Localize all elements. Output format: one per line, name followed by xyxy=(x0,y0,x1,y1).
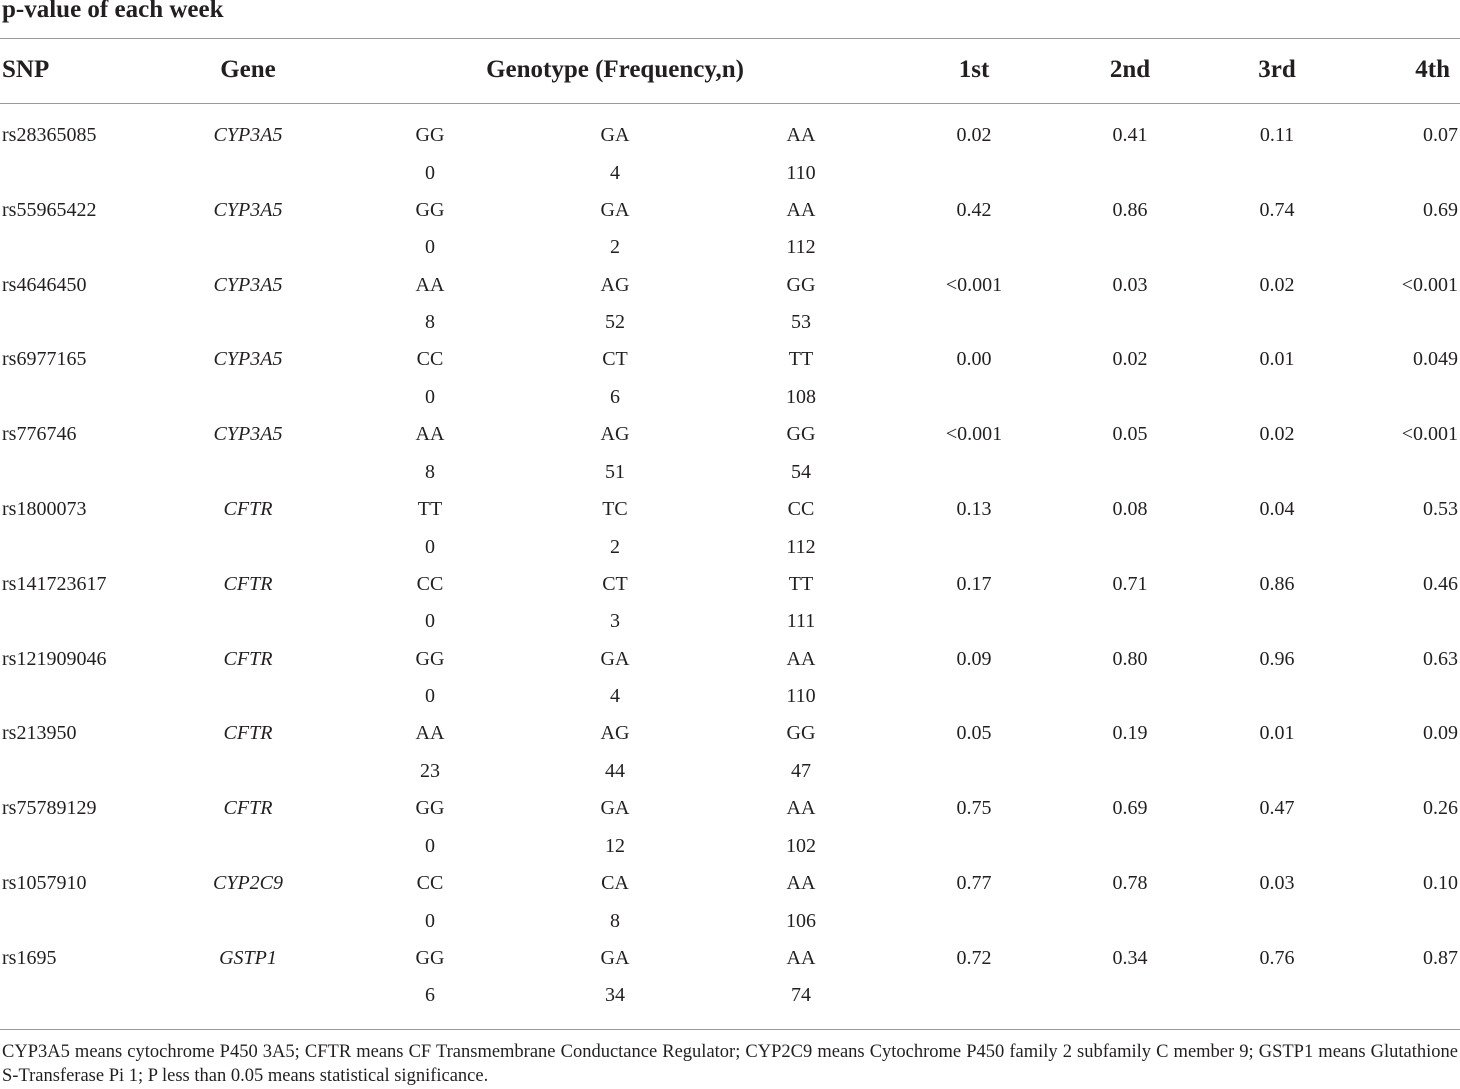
p-value-cell: <0.001 xyxy=(945,274,1003,296)
genotype-cell: GG xyxy=(786,274,816,296)
p-value-cell: 0.42 xyxy=(956,199,992,221)
p-value-cell: 0.87 xyxy=(1423,947,1458,969)
p-value-cell: 0.96 xyxy=(1259,648,1295,670)
p-value-cell: 0.69 xyxy=(1423,199,1458,221)
genotype-count-cell: 112 xyxy=(786,536,816,558)
genotype-count-cell: 110 xyxy=(786,685,816,707)
snp-cell: rs213950 xyxy=(2,722,77,744)
header-week-4: 4th xyxy=(1415,56,1450,83)
genotype-count-cell: 0 xyxy=(425,162,435,184)
header-snp: SNP xyxy=(2,56,50,83)
genotype-count-cell: 23 xyxy=(420,760,440,782)
genotype-cell: AA xyxy=(415,274,445,296)
p-value-cell: 0.02 xyxy=(1259,423,1295,445)
p-value-cell: 0.04 xyxy=(1259,498,1295,520)
snp-cell: rs121909046 xyxy=(2,648,107,670)
genotype-cell: AA xyxy=(415,722,445,744)
p-value-cell: 0.76 xyxy=(1259,947,1295,969)
p-value-cell: 0.69 xyxy=(1112,797,1148,819)
header-week-2: 2nd xyxy=(1109,56,1151,83)
gene-cell: GSTP1 xyxy=(219,947,277,969)
p-value-cell: 0.08 xyxy=(1112,498,1148,520)
snp-cell: rs1695 xyxy=(2,947,57,969)
genotype-count-cell: 106 xyxy=(786,910,816,932)
header-week-3: 3rd xyxy=(1258,56,1296,83)
p-value-cell: 0.80 xyxy=(1112,648,1148,670)
genotype-count-cell: 108 xyxy=(786,386,816,408)
p-value-cell: 0.74 xyxy=(1259,199,1295,221)
genotype-cell: GG xyxy=(786,722,816,744)
genotype-cell: AA xyxy=(786,947,816,969)
top-rule xyxy=(0,38,1460,39)
p-value-cell: <0.001 xyxy=(1401,423,1458,445)
p-value-cell: 0.01 xyxy=(1259,348,1295,370)
gene-cell: CFTR xyxy=(223,573,273,595)
header-genotype: Genotype (Frequency,n) xyxy=(486,56,744,83)
genotype-cell: CT xyxy=(602,573,628,595)
genotype-count-cell: 102 xyxy=(786,835,816,857)
p-value-cell: 0.09 xyxy=(1423,722,1458,744)
genotype-count-cell: 3 xyxy=(610,610,620,632)
genotype-cell: AA xyxy=(415,423,445,445)
gene-cell: CYP3A5 xyxy=(213,348,283,370)
genotype-cell: GG xyxy=(415,947,445,969)
genotype-cell: CC xyxy=(416,573,444,595)
p-value-cell: 0.02 xyxy=(1259,274,1295,296)
genotype-count-cell: 8 xyxy=(425,461,435,483)
bottom-rule xyxy=(0,1029,1460,1030)
p-value-cell: <0.001 xyxy=(945,423,1003,445)
p-value-cell: 0.53 xyxy=(1423,498,1458,520)
p-value-cell: 0.05 xyxy=(956,722,992,744)
genotype-count-cell: 12 xyxy=(605,835,625,857)
snp-cell: rs4646450 xyxy=(2,274,87,296)
genotype-cell: AA xyxy=(786,797,816,819)
gene-cell: CYP3A5 xyxy=(213,199,283,221)
p-value-cell: 0.10 xyxy=(1423,872,1458,894)
genotype-count-cell: 52 xyxy=(605,311,625,333)
genotype-cell: GA xyxy=(600,199,630,221)
genotype-count-cell: 0 xyxy=(425,910,435,932)
p-value-cell: 0.75 xyxy=(956,797,992,819)
genotype-cell: GG xyxy=(415,648,445,670)
genotype-cell: CC xyxy=(787,498,815,520)
genotype-cell: GG xyxy=(415,797,445,819)
genotype-count-cell: 0 xyxy=(425,536,435,558)
genotype-cell: AG xyxy=(600,423,630,445)
genotype-count-cell: 74 xyxy=(791,984,811,1006)
p-value-cell: 0.00 xyxy=(956,348,992,370)
snp-cell: rs28365085 xyxy=(2,124,97,146)
p-value-cell: 0.46 xyxy=(1423,573,1458,595)
genotype-cell: GG xyxy=(415,124,445,146)
p-value-cell: 0.049 xyxy=(1413,348,1458,370)
genotype-cell: CC xyxy=(416,872,444,894)
p-value-cell: 0.11 xyxy=(1259,124,1295,146)
p-value-cell: 0.41 xyxy=(1112,124,1148,146)
p-value-cell: 0.17 xyxy=(956,573,992,595)
genotype-count-cell: 44 xyxy=(605,760,625,782)
genotype-cell: GG xyxy=(786,423,816,445)
p-value-cell: 0.01 xyxy=(1259,722,1295,744)
genotype-count-cell: 110 xyxy=(786,162,816,184)
header-gene: Gene xyxy=(220,56,276,83)
gene-cell: CYP3A5 xyxy=(213,423,283,445)
genotype-cell: CT xyxy=(602,348,628,370)
genotype-count-cell: 6 xyxy=(425,984,435,1006)
genotype-cell: GA xyxy=(600,797,630,819)
p-value-cell: 0.34 xyxy=(1112,947,1148,969)
genotype-count-cell: 6 xyxy=(610,386,620,408)
p-value-cell: 0.78 xyxy=(1112,872,1148,894)
gene-cell: CYP3A5 xyxy=(213,274,283,296)
genotype-count-cell: 47 xyxy=(791,760,811,782)
genotype-cell: AG xyxy=(600,274,630,296)
genotype-cell: TT xyxy=(788,348,814,370)
genotype-count-cell: 4 xyxy=(610,162,620,184)
genotype-count-cell: 53 xyxy=(791,311,811,333)
p-value-cell: 0.02 xyxy=(956,124,992,146)
snp-cell: rs776746 xyxy=(2,423,77,445)
genotype-count-cell: 0 xyxy=(425,610,435,632)
genotype-count-cell: 8 xyxy=(610,910,620,932)
genotype-cell: AA xyxy=(786,124,816,146)
p-value-cell: <0.001 xyxy=(1401,274,1458,296)
p-value-cell: 0.03 xyxy=(1112,274,1148,296)
genotype-count-cell: 54 xyxy=(791,461,811,483)
genotype-count-cell: 2 xyxy=(610,536,620,558)
p-value-cell: 0.63 xyxy=(1423,648,1458,670)
genotype-cell: GA xyxy=(600,947,630,969)
gene-cell: CYP2C9 xyxy=(212,872,284,894)
snp-cell: rs6977165 xyxy=(2,348,87,370)
genotype-cell: CC xyxy=(416,348,444,370)
genotype-cell: AA xyxy=(786,199,816,221)
genotype-cell: TC xyxy=(602,498,628,520)
gene-cell: CFTR xyxy=(223,797,273,819)
p-value-cell: 0.86 xyxy=(1112,199,1148,221)
gene-cell: CFTR xyxy=(223,648,273,670)
genotype-cell: AA xyxy=(786,648,816,670)
footnote: CYP3A5 means cytochrome P450 3A5; CFTR means CF Transmembrane Conductance Regulator; CYP2C9 means Cytochrome P450 family 2 subfamily C member 9; GSTP1 means Glutathione S-Transferase Pi 1; P less than 0.05 means statistical significance. xyxy=(2,1042,1458,1086)
table-title: p-value of each week xyxy=(2,0,224,23)
genotype-count-cell: 34 xyxy=(605,984,625,1006)
p-value-cell: 0.77 xyxy=(956,872,992,894)
header-week-1: 1st xyxy=(958,56,990,83)
gene-cell: CYP3A5 xyxy=(213,124,283,146)
genotype-count-cell: 0 xyxy=(425,236,435,258)
genotype-count-cell: 111 xyxy=(786,610,816,632)
genotype-cell: GG xyxy=(415,199,445,221)
snp-cell: rs141723617 xyxy=(2,573,107,595)
p-value-cell: 0.86 xyxy=(1259,573,1295,595)
snp-cell: rs55965422 xyxy=(2,199,97,221)
p-value-cell: 0.07 xyxy=(1423,124,1458,146)
genotype-cell: AA xyxy=(786,872,816,894)
p-value-cell: 0.03 xyxy=(1259,872,1295,894)
genotype-cell: GA xyxy=(600,124,630,146)
genotype-count-cell: 8 xyxy=(425,311,435,333)
header-rule xyxy=(0,103,1460,104)
gene-cell: CFTR xyxy=(223,498,273,520)
p-value-cell: 0.05 xyxy=(1112,423,1148,445)
genotype-count-cell: 112 xyxy=(786,236,816,258)
genotype-count-cell: 0 xyxy=(425,386,435,408)
genotype-cell: TT xyxy=(417,498,443,520)
genotype-cell: CA xyxy=(601,872,629,894)
genotype-count-cell: 2 xyxy=(610,236,620,258)
snp-cell: rs1800073 xyxy=(2,498,87,520)
p-value-cell: 0.19 xyxy=(1112,722,1148,744)
snp-cell: rs1057910 xyxy=(2,872,87,894)
genotype-cell: AG xyxy=(600,722,630,744)
genotype-count-cell: 0 xyxy=(425,835,435,857)
snp-cell: rs75789129 xyxy=(2,797,97,819)
p-value-cell: 0.72 xyxy=(956,947,992,969)
p-value-cell: 0.13 xyxy=(956,498,992,520)
genotype-count-cell: 4 xyxy=(610,685,620,707)
gene-cell: CFTR xyxy=(223,722,273,744)
p-value-cell: 0.09 xyxy=(956,648,992,670)
p-value-cell: 0.47 xyxy=(1259,797,1295,819)
p-value-cell: 0.71 xyxy=(1112,573,1148,595)
p-value-cell: 0.26 xyxy=(1423,797,1458,819)
genotype-count-cell: 0 xyxy=(425,685,435,707)
genotype-count-cell: 51 xyxy=(605,461,625,483)
p-value-cell: 0.02 xyxy=(1112,348,1148,370)
genotype-cell: TT xyxy=(788,573,814,595)
genotype-cell: GA xyxy=(600,648,630,670)
